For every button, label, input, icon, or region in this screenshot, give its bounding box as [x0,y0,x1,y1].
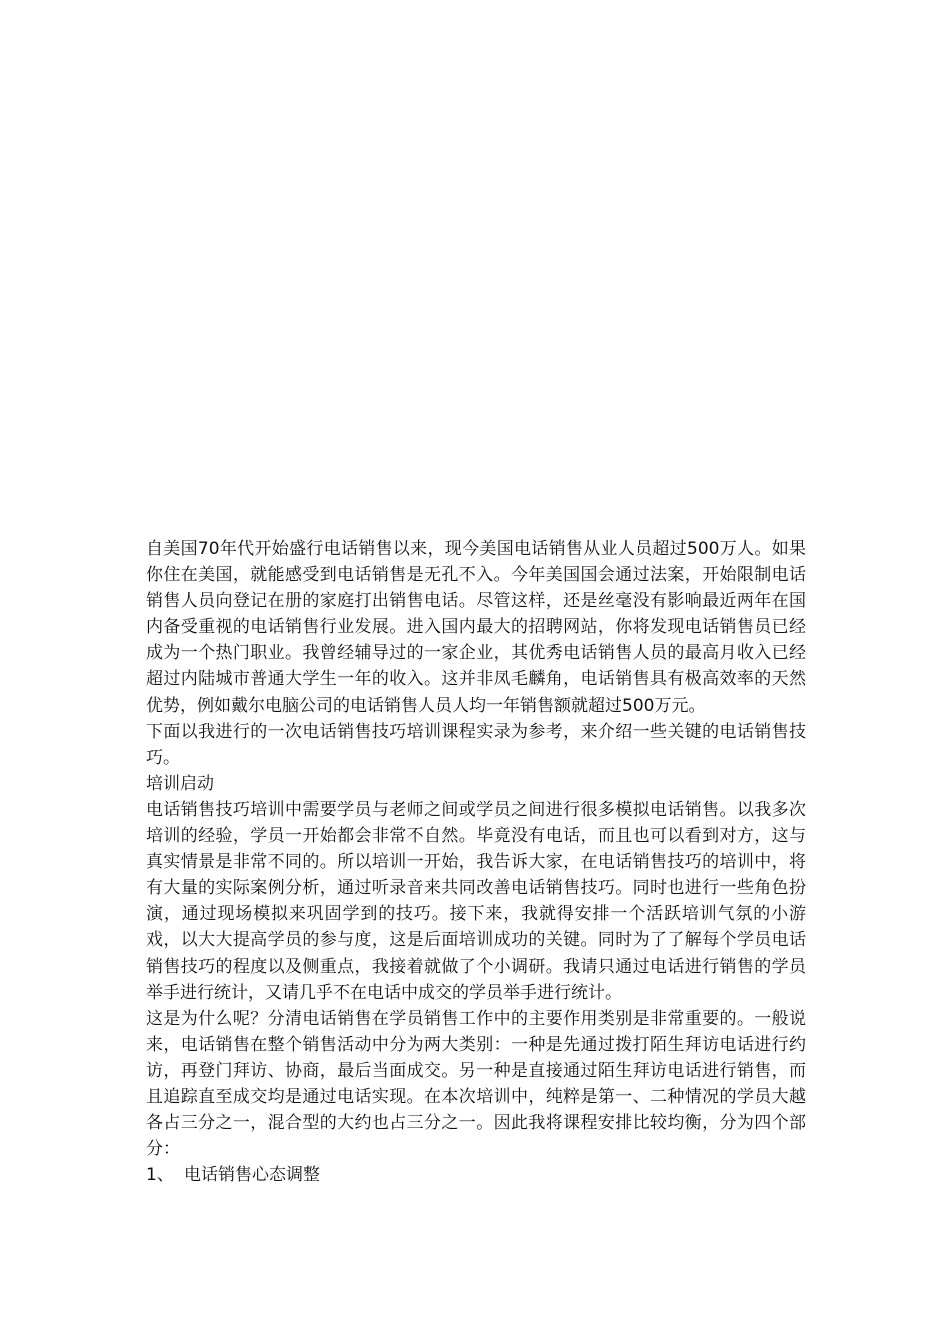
paragraph-intro: 自美国70年代开始盛行电话销售以来，现今美国电话销售从业人员超过500万人。如果你住在美国，就能感受到电话销售是无孔不入。今年美国国会通过法案，开始限制电话销售人员向登记在册的家庭打出销售电话。尽管这样，还是丝毫没有影响最近两年在国内备受重视的电话销售行业发展。进入国内最大的招聘网站，你将发现电话销售员已经成为一个热门职业。我曾经辅导过的一家企业，其优秀电话销售人员的最高月收入已经超过内陆城市普通大学生一年的收入。这并非凤毛麟角，电话销售具有极高效率的天然优势，例如戴尔电脑公司的电话销售人员人均一年销售额就超过500万元。 [146,539,806,716]
document-body [146,536,806,1188]
list-item [146,1162,806,1188]
section-heading-training-start: 培训启动 [146,773,214,794]
list-item-number: 1、 [146,1165,174,1186]
paragraph-training-start: 电话销售技巧培训中需要学员与老师之间或学员之间进行很多模拟电话销售。以我多次培训的经验，学员一开始都会非常不自然。毕竟没有电话，而且也可以看到对方，这与真实情景是非常不同的。所以培训一开始，我告诉大家，在电话销售技巧的培训中，将有大量的实际案例分析，通过听录音来共同改善电话销售技巧。同时也进行一些角色扮演，通过现场模拟来巩固学到的技巧。接下来，我就得安排一个活跃培训气氛的小游戏，以大大提高学员的参与度，这是后面培训成功的关键。同时为了了解每个学员电话销售技巧的程度以及侧重点，我接着就做了个小调研。我请只通过电话进行销售的学员举手进行统计，又请几乎不在电话中成交的学员举手进行统计。 [146,799,806,1003]
paragraph-course-reference: 下面以我进行的一次电话销售技巧培训课程实录为参考，来介绍一些关键的电话销售技巧。 [146,721,806,768]
paragraph-why: 这是为什么呢？分清电话销售在学员销售工作中的主要作用类别是非常重要的。一般说来，电话销售在整个销售活动中分为两大类别：一种是先通过拨打陌生拜访电话进行约访，再登门拜访、协商，最后当面成交。另一种是直接通过陌生拜访电话进行销售，而且追踪直至成交均是通过电话实现。在本次培训中，纯粹是第一、二种情况的学员大越各占三分之一，混合型的大约也占三分之一。因此我将课程安排比较均衡，分为四个部分： [146,1008,806,1160]
list-item-text: 电话销售心态调整 [184,1165,320,1186]
